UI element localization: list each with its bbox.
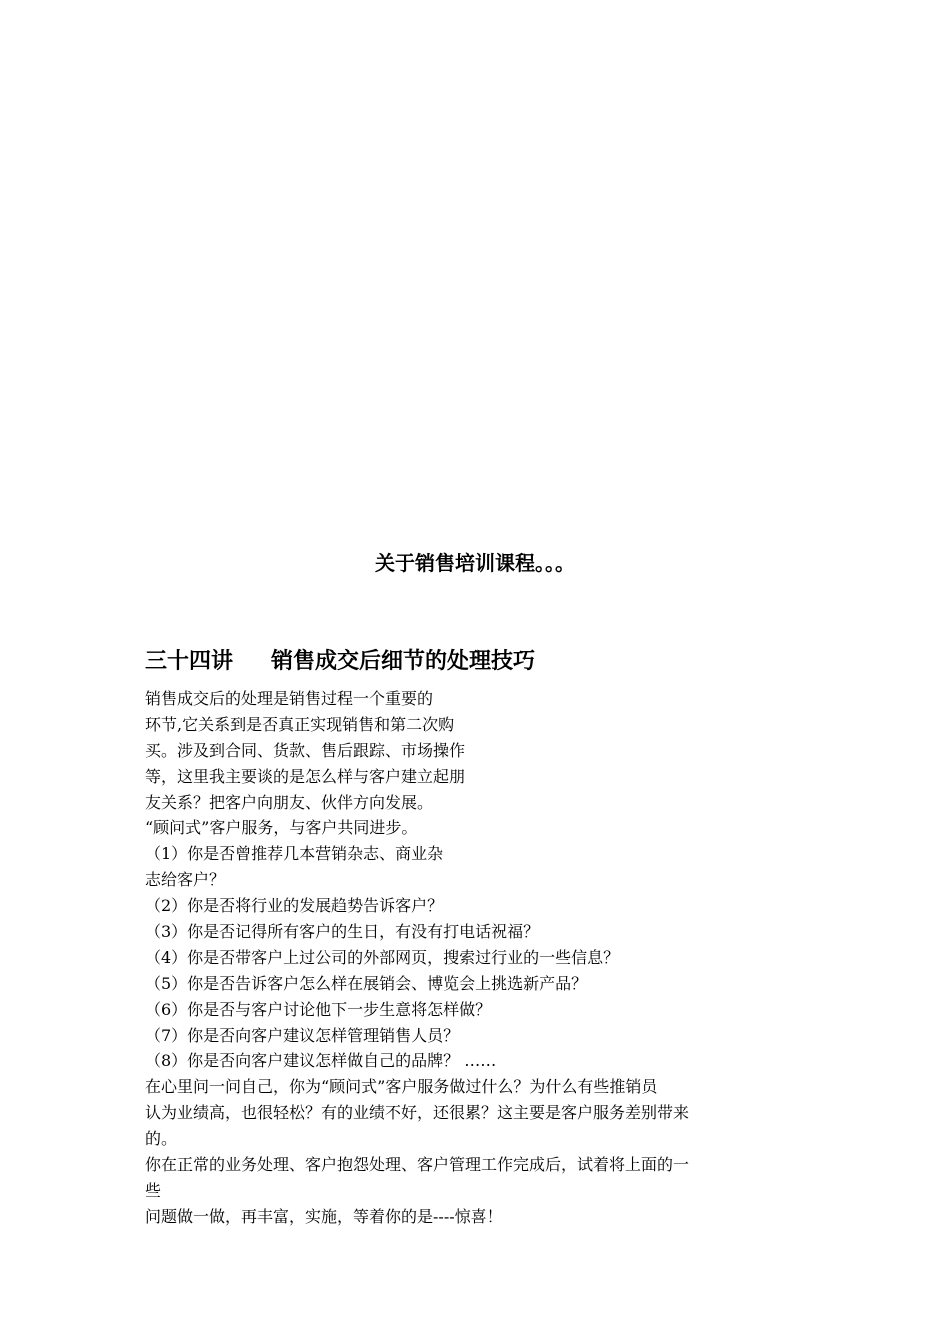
body-line: “顾问式”客户服务，与客户共同进步。 bbox=[145, 818, 418, 838]
body-line: 销售成交后的处理是销售过程一个重要的 bbox=[145, 689, 434, 708]
lecture-heading bbox=[145, 645, 535, 679]
body-line: 问题做一做，再丰富，实施，等着你的是----惊喜！ bbox=[145, 1206, 503, 1226]
body-line: 买。涉及到合同、货款、售后跟踪、市场操作 bbox=[145, 740, 466, 760]
question-item: （5）你是否告诉客户怎么样在展销会、博览会上挑选新产品？ bbox=[145, 973, 588, 993]
question-item: （7）你是否向客户建议怎样管理销售人员？ bbox=[145, 1025, 460, 1045]
question-item: （2）你是否将行业的发展趋势告诉客户？ bbox=[145, 896, 444, 916]
question-item-continued: 志给客户？ bbox=[145, 870, 226, 890]
question-item: （6）你是否与客户讨论他下一步生意将怎样做？ bbox=[145, 999, 492, 1019]
document-title: 关于销售培训课程。。。 bbox=[375, 551, 575, 575]
lecture-title: 销售成交后细节的处理技巧 bbox=[271, 649, 536, 674]
body-line: 在心里问一问自己，你为“顾问式”客户服务做过什么？为什么有些推销员 bbox=[145, 1077, 658, 1097]
question-item: （1）你是否曾推荐几本营销杂志、商业杂 bbox=[145, 844, 444, 864]
body-text bbox=[145, 686, 805, 1230]
lecture-number: 三十四讲 bbox=[145, 649, 234, 674]
body-line: 等，这里我主要谈的是怎么样与客户建立起朋 bbox=[145, 766, 466, 786]
body-line: 友关系？把客户向朋友、伙伴方向发展。 bbox=[145, 792, 434, 812]
body-line: 环节,它关系到是否真正实现销售和第二次购 bbox=[145, 714, 455, 734]
body-line: 认为业绩高，也很轻松？有的业绩不好，还很累？这主要是客户服务差别带来 bbox=[145, 1103, 690, 1123]
question-item: （8）你是否向客户建议怎样做自己的品牌？ …… bbox=[145, 1051, 497, 1071]
question-item: （3）你是否记得所有客户的生日，有没有打电话祝福？ bbox=[145, 922, 540, 942]
body-line: 的。 bbox=[145, 1129, 178, 1149]
body-line: 你在正常的业务处理、客户抱怨处理、客户管理工作完成后，试着将上面的一 bbox=[145, 1155, 690, 1175]
question-item: （4）你是否带客户上过公司的外部网页，搜索过行业的一些信息？ bbox=[145, 947, 620, 967]
body-line: 些 bbox=[145, 1180, 162, 1200]
